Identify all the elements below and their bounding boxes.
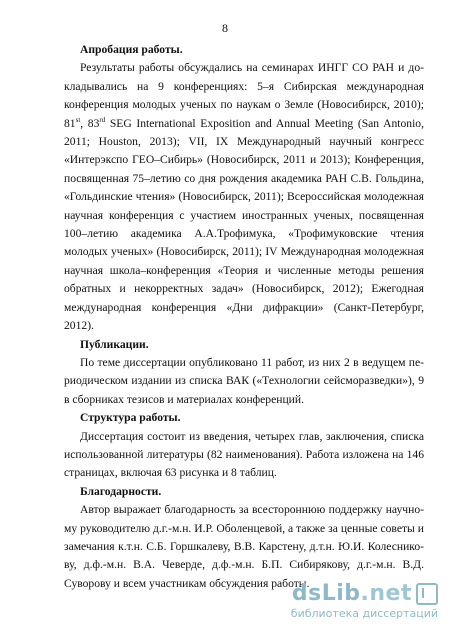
watermark-subtitle: библиотека диссертаций — [290, 607, 438, 620]
paragraph-approbation: Результаты работы обсуждались на семинарах ИНГГ СО РАН и докладывались на 9 конференциях: 5–я Сибирская международная конференция молодых ученых по наукам о Земле (Новосибирск, 2010); 81st, 83rd SEG International Exposition and Annual Meeting (San Antonio, 2011; Houston, 2013); VII, IX Международный научный конгресс «Интерэкспо ГЕО–Сибирь» (Новосибирск, 2011 и 2013); Конференция, посвященная 75–летию со дня рождения академика РАН С.В. Гольдина, «Гольдинские чтения» (Новосибирск, 2011); Всероссийская молодежная научная конференция с участием иностранных ученых, посвященная 100–летию академика А.А.Трофимука, «Трофимуковские чтения молодых ученых» (Новосибирск, 2011); IV Международная молодежная научная школа–конференция «Теория и численные методы решения обратных и некорректных задач» (Новосибирск, 2012); Ежегодная международная конференция «Дни дифракции» (Санкт-Петербург, 2012). — [64, 61, 424, 333]
paragraph-structure: Диссертация состоит из введения, четырех глав, заключения, списка использованной литературы (82 наименования). Работа изложена на 146 страницах, включая 63 рисунка и 8 таблиц. — [64, 429, 424, 480]
watermark — [268, 582, 438, 622]
watermark-logo: dsLib.net — [291, 581, 412, 606]
section-heading-publications: Публикации. — [80, 337, 149, 351]
paragraph-acknowledgements: Автор выражает благодарность за всестороннюю поддержку научному руководителю д.г.-м.н. И.Р. Оболенцевой, а также за ценные советы и замечания к.т.н. С.Б. Горшкалеву, В.В. Карстену, д.т.н. Ю.И. Колесникову, д.ф.-м.н. В.А. Чеверде, д.ф.-м.н. Б.П. Сибирякову, д.г.-м.н. В.Д. Суворову и всем участникам обсуждения работы. — [64, 503, 424, 590]
paragraph-publications: По теме диссертации опубликовано 11 работ, из них 2 в ведущем периодическом издании из списка ВАК («Технологии сейсморазведки»), 9 в сборниках тезисов и материалах конференций. — [64, 355, 424, 406]
section-heading-approbation: Апробация работы. — [80, 43, 183, 56]
page-number: 8 — [222, 21, 228, 35]
section-heading-acknowledgements: Благодарности. — [80, 484, 162, 498]
document-body — [64, 41, 424, 593]
section-heading-structure: Структура работы. — [80, 411, 181, 425]
book-icon — [416, 583, 438, 605]
